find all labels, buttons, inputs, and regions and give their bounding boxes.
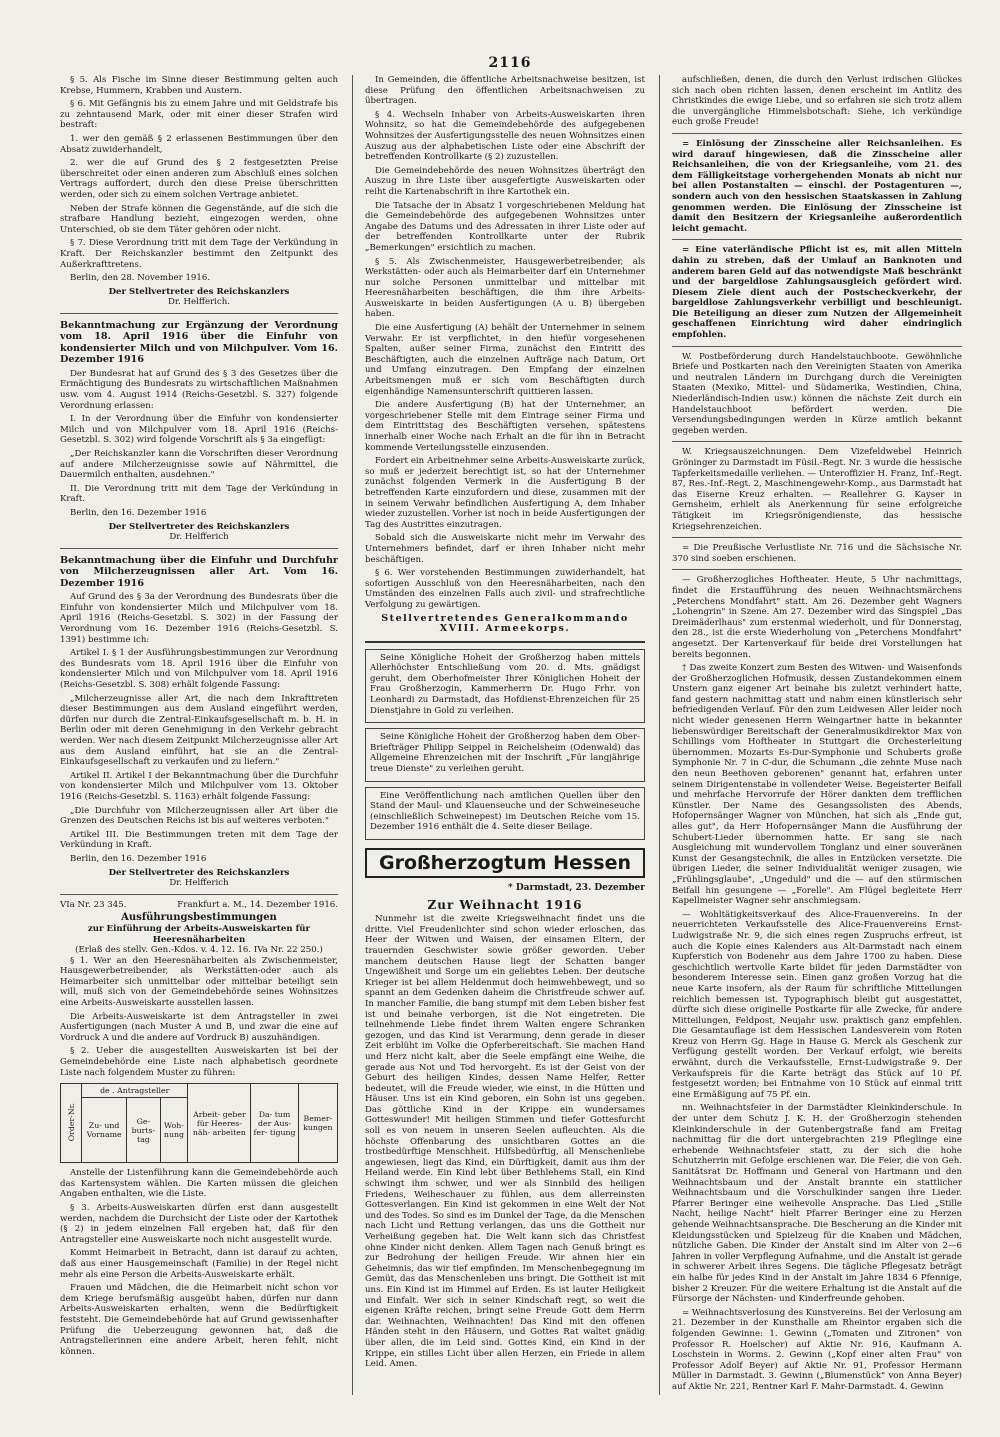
paragraph: § 7. Diese Verordnung tritt mit dem Tage der Verkündung in Kraft. Der Reichskanzler bestimmt den Zeitpunkt des Außerkrafttretens. (60, 238, 338, 270)
paragraph: Die Gemeindebehörde des neuen Wohnsitzes überträgt den Auszug in ihre Liste über ausgefertigte Ausweiskarten oder reiht die Kartenabschrift in ihre Kartothek ein. (365, 165, 645, 197)
dateline: Berlin, den 16. Dezember 1916 (70, 853, 207, 864)
paragraph: — Wohltätigkeitsverkauf des Alice-Frauenvereins. In der neuerrichteten Verkaufsstelle des Alice-Frauenvereins Ernst-Ludwigstraße Nr. 9, die sich eines regen Zuspruchs erfreut, ist auch die Kopie eines Kalenders aus Alt-Darmstadt nach einem Kupferstich von Bodenehr aus dem Jahre 1700 zu haben. Diese geschichtlich wertvolle Karte bildet für jeden Darmstädter von besonderem Interesse sein. Einen ganz großen Vorzug hat die neue Karte insofern, als der Raum für schriftliche Mitteilungen reichlich bemessen ist. Typographisch bleibt gut ausgestattet, dürfte sich diese originelle Postkarte für alle Zwecke, für andere Mitteilungen, Feldpost, Neujahr usw. praktisch ganz empfehlen. Die Gesamtauflage ist dem Hessischen Landesverein vom Roten Kreuz von Herrn Gg. Hage in Hause G. Merck als Geschenk zur Verfügung gestellt worden. Der Verkauf erfolgt, wie bereits erwähnt, durch die Verkaufsstelle, Ernst-Ludwigstraße 9. Der Verkaufspreis für die Karte beträgt das Stück auf 10 Pf. festgesetzt worden; bei Entnahme von 10 Stück auf einmal tritt eine Ermäßigung auf 75 Pf. ein. (672, 909, 962, 1100)
paragraph: II. Die Verordnung tritt mit dem Tage der Verkündung in Kraft. (60, 483, 338, 505)
paragraph: Seine Königliche Hoheit der Großherzog haben mittels Allerhöchster Entschließung vom 20. d. Mts. gnädigst geruht, dem Oberhofmeister Ihrer Königlichen Hoheit der Frau Großherzogin, Kammerherrn Dr. Hugo Frhr. von Leonhardi zu Darmstadt, das Hofdienst-Ehrenzeichen für 25 Dienstjahre in Gold zu verleihen. (370, 652, 640, 716)
register-form-table (60, 1083, 338, 1163)
divider (672, 441, 962, 442)
column-2 (365, 75, 645, 1405)
column-remarks: Bemer- kungen (298, 1084, 337, 1163)
section-heading: Bekanntmachung über die Einfuhr und Durchfuhr von Milcherzeugnissen aller Art. Vom 16. Dezember 1916 (60, 554, 338, 589)
page-number: 2116 (488, 55, 532, 71)
paragraph: Frauen und Mädchen, die die Heimarbeit nicht schon vor dem Kriege berufsmäßig ausgeübt haben, dürfen nur dann Arbeits-Ausweiskarten erhalten, wenn die Bedürftigkeit feststeht. Die Gemeindebehörde hat auf Grund gewissenhafter Prüfung die Ueberzeugung gewonnen hat, daß die Antragstellerinnen eine andere Arbeit, heren fehlt, nicht können. (60, 1283, 338, 1357)
paragraph: 2. wer die auf Grund des § 2 festgesetzten Preise überschreitet oder einen anderen zum Abschluß eines solchen Vertrags auffordert, durch den diese Preise überschritten werden, oder sich zu einem solchen Vertrage anbietet. (60, 158, 338, 200)
divider (672, 239, 962, 240)
paragraph: „Der Reichskanzler kann die Vorschriften dieser Verordnung auf andere Milcherzeugnisse sowie auf Nährmittel, die Dauermilch enthalten, ausdehnen." (60, 449, 338, 481)
paragraph: „Milcherzeugnisse aller Art, die nach dem Inkrafttreten dieser Bestimmungen aus dem Ausland eingeführt werden, dürfen nur durch die Zentral-Einkaufsgesellschaft m. b. H. in Berlin oder mit deren Genehmigung in den Verkehr gebracht werden. Wer nach diesem Zeitpunkt Milcherzeugnisse aller Art aus dem Ausland einführt, hat sie an die Zentral-Einkaufsgesellschaft zu verkaufen und zu liefern." (60, 693, 338, 768)
column-date: Da- tum der Aus- fer- tigung (251, 1084, 298, 1163)
newspaper-page (50, 55, 970, 1425)
paragraph: aufschließen, denen, die durch den Verlust irdischen Glückes sich nach oben richten lassen, denen erscheint im Antlitz des Christkindes die ewige Liebe, und so erfahren sie sich trotz allem die unvergängliche Himmelsbotschaft: Siehe, ich verkündige euch große Freude! (672, 75, 962, 128)
signature-name: Dr. Helfferich. (168, 297, 230, 308)
divider (672, 346, 962, 347)
section-heading: Ausführungsbestimmungen (121, 912, 277, 924)
command-subtitle: XVIII. Armeekorps. (439, 623, 571, 635)
paragraph: § 5. Als Fische im Sinne dieser Bestimmung gelten auch Krebse, Hummern, Krabben und Austern. (60, 75, 338, 96)
divider (60, 548, 338, 549)
notice-box (365, 728, 645, 781)
command-title: Stellvertretendes Generalkommando (381, 612, 629, 624)
paragraph: † Das zweite Konzert zum Besten des Witwen- und Waisenfonds der Großherzoglichen Hofmusik, dessen Zustandekommen einem Unstern ganz eigener Art beinahe bis zuletzt verhindert hatte, fand gestern nachmittag statt und nahm einen künstlerisch sehr befriedigenden Verlauf. Für den zum Leidwesen Aller leider noch nicht wieder genesenen Herrn Weingartner hatte in bekannter liebenswürdiger Bereitschaft der Generalmusikdirektor Max von Schillings vom Hoftheater in Stuttgart die Orchesterleitung übernommen. Mozarts Es-Dur-Symphonie und Schuberts große Symphonie Nr. 7 in C-dur, die Schumann „die zehnte Muse nach den neun Beethoven geborenen" genannt hat, erfahren unter seinem Dirigentenstabe in vollendeter Weise. Begeisterter Beifall und mehrfache Hervorrufe der Hörer dankten dem trefflichen Künstler. Der Name des Gesangssolisten des Abends, Hofopernsänger Wagner von München, hat sich als „Ende gut, alles gut", da Herr Hofopernsänger Mann die Ausführung der Schubert-Lieder übernommen hatte. Er sang sie nach Ausgleichung mit wundervollem Tonglanz und einer souveränen Kunst der Gesangstechnik, die alles in Entzücken versetzte. Die übrigen Lieder, die seiner Individualität weniger zusagen, wie „Frühlingsglaube", „Ungeduld" und die — auf den stürmischen Beifall hin gesungene — „Forelle". Am Flügel begleitete Herr Kapellmeister Wagner sehr anschmiegsam. (672, 663, 962, 907)
signature-name: Dr. Helfferich (169, 878, 229, 889)
article-heading: Zur Weihnacht 1916 (427, 897, 583, 912)
divider (672, 537, 962, 538)
paragraph: § 6. Mit Gefängnis bis zu einem Jahre und mit Geldstrafe bis zu zehntausend Mark, oder mit einer dieser Strafen wird bestraft: (60, 99, 338, 131)
paragraph: Neben der Strafe können die Gegenstände, auf die sich die strafbare Handlung bezieht, eingezogen werden, ohne Unterschied, ob sie dem Täter gehören oder nicht. (60, 203, 338, 235)
divider (60, 894, 338, 895)
notice-paragraph: = Einlösung der Zinsscheine aller Reichsanleihen. Es wird darauf hingewiesen, daß die Zinsscheine aller Reichsanleihen, die von der Kriegsanleihe, vom 21. des dem Fälligkeitstage vorhergehenden Monats ab nicht nur bei allen Postanstalten — einschl. der Postagenturen —, sondern auch von den hessischen Staatskassen in Zahlung genommen werden. Die Einlösung der Zinsscheine ist damit den Besitzern der Kriegsanleihe außerordentlich leicht gemacht. (672, 138, 962, 234)
column-name: Zu- und Vorname (82, 1098, 127, 1163)
paragraph: — Großherzogliches Hoftheater. Heute, 5 Uhr nachmittags, findet die Erstaufführung des neuen Weihnachtsmärchens „Peterchens Mondfahrt" statt. Am 26. Dezember geht Wagners „Lohengrin" in Szene. Am 27. Dezember wird das Singspiel „Das Dreimäderlhaus" zum erstenmal wiederholt, und für Donnerstag, den 28., ist die erste Wiederholung von „Peterchens Mondfahrt" angesetzt. Der Kartenverkauf für beide drei Vorstellungen hat bereits begonnen. (672, 575, 962, 660)
paragraph: 1. wer den gemäß § 2 erlassenen Bestimmungen über den Absatz zuwiderhandelt, (60, 133, 338, 155)
reference-number: VIa Nr. 23 345. (60, 899, 127, 910)
paragraph: Artikel I. § 1 der Ausführungsbestimmungen zur Verordnung des Bundesrats vom 18. April 1916 über die Einfuhr von kondensierter Milch und von Milchpulver vom 18. April 1916 (Reichs-Gesetzbl. S. 308) erhält folgende Fassung: (60, 648, 338, 691)
paragraph: W. Kriegsauszeichnungen. Dem Vizefeldwebel Heinrich Gröninger zu Darmstadt im Füsil.-Regt. Nr. 3 wurde die hessische Tapferkeitsmedaille verliehen. — Unteroffizier H. Franz, Inf.-Regt. 87, Res.-Inf.-Regt. 2, Maschinengewehr-Komp., aus Darmstadt hat das Eiserne Kreuz erhalten. — Reallehrer G. Kayser in Gernsheim, erhielt als Anerkennung für seine erfolgreiche Tätigkeit im Kriegsrönigendienste, das hessische Kriegsehrenzeichen. (672, 447, 962, 532)
paragraph: § 5. Als Zwischenmeister, Hausgewerbetreibender, als Werkstätten- oder auch als Heimarbeiter darf ein Unternehmer nur solche Personen unmittelbar und mittelbar mit Heeresnäharbeiten beschäftigen, die ihm ihre Arbeits-Ausweiskarte in beiden Ausfertigungen (A u. B) übergeben haben. (365, 256, 645, 320)
paragraph: Sobald sich die Ausweiskarte nicht mehr im Verwahr des Unternehmers befindet, darf er ihren Inhaber nicht mehr beschäftigen. (365, 533, 645, 565)
signature-title: Der Stellvertreter des Reichskanzlers (108, 521, 290, 532)
dateline: * Darmstadt, 23. Dezember (508, 883, 645, 893)
divider (672, 569, 962, 570)
paragraph: = Weihnachtsverlosung des Kunstvereins. Bei der Verlosung am 21. Dezember in der Kunsthalle am Rheintor ergaben sich die folgenden Gewinne: 1. Gewinn („Tomaten und Zitronen" von Professor R. Hoelscher) auf Aktie Nr. 916, Kaufmann A. Loschstein in Worms. 2. Gewinn („Kopf einer alten Frau" von Professor Adolf Beyer) auf Aktie Nr. 91, Professor Hermann Müller in Darmstadt. 3. Gewinn („Blumenstück" von Anna Beyer) auf Aktie Nr. 221, Rentner Karl F. Mahr-Darmstadt. 4. Gewinn (672, 1307, 962, 1392)
divider (60, 313, 338, 314)
notice-box (365, 649, 645, 724)
paragraph: Die Tatsache der in Absatz 1 vorgeschriebenen Meldung hat die Gemeindebehörde des aufgegebenen Wohnsitzes unter Angabe des Datums und des Adressaten in ihrer Liste oder auf der betreffenden Kontrollkarte unter der Rubrik „Bemerkungen" ersichtlich zu machen. (365, 200, 645, 253)
paragraph: § 3. Arbeits-Ausweiskarten dürfen erst dann ausgestellt werden, nachdem die Durchsicht der Liste oder der Kartothek (§ 2) in jedem einzelnen Fall ergeben hat, daß für den Antragsteller eine Ausweiskarte noch nicht ausgestellt wurde. (60, 1203, 338, 1245)
column-rule (659, 75, 660, 1395)
paragraph: Artikel III. Die Bestimmungen treten mit dem Tage der Verkündung in Kraft. (60, 829, 338, 851)
article-text: Nunmehr ist die zweite Kriegsweihnacht findet uns die dritte. Viel Freudenlichter sind schon wieder erloschen, das Heer der Witwen und Waisen, der einsamen Eltern, der trauernden Geschwister sowie größer geworden. Ueber manchem deutschen Hause liegt der Schatten banger Ungewißheit und Sorge um ein geliebtes Leben. Der deutsche Krieger ist bei allem Heldenmut doch heimwehbewegt, und so spannt an dem Gedenken daheim die Christfreude schwer auf. In mancher Familie, die bang stumpf mit dem Leben bisher fest ist und beinahe verborgen, ist die Not eingetreten. Die teilnehmende Liebe findet ihrem Walten engere Schranken gezogen, und das Kind ist Verarmung, denn gerade in dieser Zeit erblüht im Volke die Opferbereitschaft. Sie machen Hand und Herz nicht kalt, aber die Seele empfängt eine Weihe, die gerade aus Not und Tod hervorgeht. Es ist der Geist von der Geburt des heiligen Kindes, dessen Name Helfer, Retter bedeutet, will die Freude wieder, wie einst, in die Hütten und Häuser. Uns ist ein Kind geboren, ein Sohn ist uns gegeben. Das göttliche Kind in der Krippe ein wundersames Gotteswunder! Mit heiligen Stimmen und tiefer Gottesfurcht soll es von neuem in unseren Seelen aufleuchten. Als die höchste Offenbarung des unsichtbaren Gottes an die trostbedürftige Menschheit. Hilfsbedürftig, all Menschenliebe angewiesen, liegt das Kind, ein Dürftigkeit, damit aus ihm der Heiland werde. Ein Kind lebt über Bethlehems Stall, ein Kind schwingt ihm schwer, und wer als Sinnbild des heiligen Friedens, Weiheschauer zu fühlen, aus dem allerreinsten Gottesverlangen. Ein Kind ist gekommen in eine Welt der Not und des Todes. So sind es im Dunkel der Tage, da die Menschen nach Licht und Rettung verlangen, das uns die Gottheit nur Verheißung gegeben hat. Die Welt kann sich das Christfest ohne Kinder nicht denken. Allem Tagen nach Genuß bringt es zur Bedrohung der heiligen Freude. Wir ahnen hier ein Geheimnis, das wir tief empfinden. Im Menschenbegegnung im Gemüt, das das Menschenleben uns bringt. Die Gottheit ist mit uns. Ein Kind ist im Himmel auf Erden. Es ist lauter Heiligkeit und Einfalt. Wer sich in seiner Kindschaft regt, so weit die eigenen Kräfte reichen, bringt seine Freude Gott dem Herrn dar. Weihnachten, Weihnachten! Das Kind mit den offenen Händen steht in den Häusern, und Gottes Rat waltet gnädig über allen, die im Leid sind. Gottes Kind, ein Kind in der Krippe, ein stilles Licht über allen Herzen, ein Friede in allem Leid. Amen. (365, 914, 645, 1370)
column-employer: Arbeit- geber für Heeres- näh- arbeiten (188, 1084, 251, 1163)
decree-reference: (Erlaß des stellv. Gen.-Kdos. v. 4. 12. 16. IVa Nr. 22 250.) (75, 945, 323, 956)
paragraph: Die Arbeits-Ausweiskarte ist dem Antragsteller in zwei Ausfertigungen (nach Muster A und B, und zwar die eine auf Vordruck A und die andere auf Vordruck B) auszuhändigen. (60, 1011, 338, 1043)
paragraph: Die andere Ausfertigung (B) hat der Unternehmer, an vorgeschriebener Stelle mit dem Eintrage seiner Firma und dem Eintrittstag des Beschäftigten versehen, spätestens innerhalb einer Woche nach Erhalt an die für ihn in Betracht kommende Verteilungsstelle einzusenden. (365, 400, 645, 453)
section-subheading: zur Einführung der Arbeits-Ausweiskarten für Heeresnäharbeiten (87, 923, 311, 945)
notice-paragraph: = Eine vaterländische Pflicht ist es, mit allen Mitteln dahin zu streben, daß der Umlauf an Banknoten und anderem baren Geld auf das notwendigste Maß beschränkt und der bargeldlose Zahlungsausgleich gefördert wird. Diesem Ziele dient auch der Postscheckverkehr, der bargeldlose Zahlungsverkehr verbilligt und beschleunigt. Die Beteiligung an dieser zum Nutzen der Allgemeinheit geschaffenen Einrichtung wird daher eindringlich empfohlen. (672, 245, 962, 341)
paragraph: Die eine Ausfertigung (A) behält der Unternehmer in seinem Verwahr. Er ist verpflichtet, in den hiefür vorgesehenen Spalten, außer seiner Firma, zunächst den Eintritt des Beschäftigten, auch die einzelnen Aufträge nach Datum, Ort und Umfang einzutragen. Den Empfang der einzelnen Arbeitsmengen muß er sich vom Beschäftigten durch eigenhändige Namensunterschrift quittieren lassen. (365, 323, 645, 397)
paragraph: § 6. Wer vorstehenden Bestimmungen zuwiderhandelt, hat sofortigen Ausschluß von den Heeresnäharbeiten, nach den Umständen des einzelnen Falls auch zivil- und strafrechtliche Verfolgung zu gewärtigen. (365, 568, 645, 610)
reference-line (60, 900, 338, 911)
paragraph: nn. Weihnachtsfeier in der Darmstädter Kleinkinderschule. In der unter dem Schutz J. K. H. der Großherzogin stehenden Kleinkinderschule in der Gutenbergstraße fand am Freitag nachmittag für die dort untergebrachten 219 Pfleglinge eine erhebende Weihnachtsfeier statt, zu der sich die hohe Schutzherrin mit Gefolge erschienen war. Die Feier, die von Geh. Sanitätsrat Dr. Hoffmann und General von Hartmann und den Weihnachtsbaum und der Anstalt brannte ein stattlicher Weihnachtsbaum und die Vorschulkinder sangen ihre Lieder. Pfarrer Beringer eine weihevolle Ansprache. Das Lied „Stille Nacht, heilige Nacht" hielt Pfarrer Beringer eine zu Herzen gehende Weihnachtsansprache. Die Bescherung an die Kinder mit Kleidungsstücken und Spielzeug für die Knaben und Mädchen, nützliche Gaben. Die Kinder der Anstalt sind im Alter von 2—6 Jahren in voller Verpflegung Aufnahme, und die Anstalt ist gerade in schwerer Arbeit ihres Segens. Die tägliche Pflegesatz beträgt ein halbe für jedes Kind in der Anstalt im Jahre 1834 6 Pfennige, bisher 2 Kreuzer. Für die weitere Erhaltung ist die Anstalt auf die Fürsorge der Nächsten- und Kinderfreunde gehoben. (672, 1103, 962, 1305)
paragraph: § 4. Wechseln Inhaber von Arbeits-Ausweiskarten ihren Wohnsitz, so hat die Gemeindebehörde des aufgegebenen Wohnsitzes der Ausfertigungsstelle des neuen Wohnsitzes einen Auszug aus der alphabetischen Liste oder eine Abschrift der betreffenden Kontrollkarte (§ 2) zuzustellen. (365, 109, 645, 163)
signature-title: Der Stellvertreter des Reichskanzlers (108, 286, 290, 297)
column-rule (352, 75, 353, 1395)
paragraph: Fordert ein Arbeitnehmer seine Arbeits-Ausweiskarte zurück, so muß er jederzeit berechtigt ist, so hat der Unternehmer zunächst folgenden Vermerk in die Ausfertigung B der betreffenden Karte einzufordern und diese, zusammen mit der in seinem Verwahr befindlichen Ausfertigung A, dem Inhaber wieder zuzustellen. Vorher ist noch in beide Ausfertigungen der Tag des Austrittes einzutragen. (365, 456, 645, 530)
column-residence: Woh- nung (160, 1098, 188, 1163)
paragraph: I. In der Verordnung über die Einfuhr von kondensierter Milch und von Milchpulver vom 18. April 1916 (Reichs-Gesetzbl. S. 302) wird folgende Vorschrift als § 3a eingefügt: (60, 414, 338, 446)
column-1 (60, 75, 338, 1405)
paragraph: Der Bundesrat hat auf Grund des § 3 des Gesetzes über die Ermächtigung des Bundesrats zu wirtschaftlichen Maßnahmen usw. vom 4. August 1914 (Reichs-Gesetzbl. S. 327) folgende Verordnung erlassen: (60, 368, 338, 411)
paragraph: Anstelle der Listenführung kann die Gemeindebehörde auch das Kartensystem wählen. Die Karten müssen die gleichen Angaben enthalten, wie die Liste. (60, 1168, 338, 1200)
paragraph: W. Postbeförderung durch Handelstauchboote. Gewöhnliche Briefe und Postkarten nach den Vereinigten Staaten von Amerika und neutralen Ländern im Durchgang durch die Vereinigten Staaten (Mexiko, Mittel- und Südamerika, Westindien, China, Niederländisch-Indien usw.) können die nächste Zeit durch ein Handelstauchboot befördert werden. Die Versendungsbedingungen werden in Kürze amtlich bekannt gegeben werden. (672, 351, 962, 436)
dateline: Berlin, den 16. Dezember 1916 (70, 508, 207, 518)
column-birthday: Ge- burts- tag (127, 1098, 160, 1163)
column-order-number: Order-Nr. (61, 1084, 82, 1163)
paragraph: Seine Königliche Hoheit der Großherzog haben dem Ober-Briefträger Philipp Seippel in Reichelsheim (Odenwald) das Allgemeine Ehrenzeichen mit der Inschrift „Für langjährige treue Dienste" zu verleihen geruht. (370, 732, 640, 775)
paragraph: „Die Durchfuhr von Milcherzeugnissen aller Art über die Grenzen des Deutschen Reichs ist bis auf weiteres verboten." (60, 805, 338, 827)
section-heading: Bekanntmachung zur Ergänzung der Verordnung vom 18. April 1916 über die Einfuhr von kondensierter Milch und von Milchpulver. Vom 16. Dezember 1916 (60, 319, 338, 366)
paragraph: = Die Preußische Verlustliste Nr. 716 und die Sächsische Nr. 370 sind soeben erschienen. (672, 543, 962, 564)
paragraph: Kommt Heimarbeit in Betracht, dann ist darauf zu achten, daß aus einer Hausgemeinschaft (Familie) in der Regel nicht mehr als eine Person die Arbeits-Ausweiskarte erhält. (60, 1248, 338, 1280)
dateline: Berlin, den 28. November 1916. (70, 273, 211, 284)
paragraph: Eine Veröffentlichung nach amtlichen Quellen über den Stand der Maul- und Klauenseuche und der Schweineseuche (einschließlich Schweinepest) im Deutschen Reiche vom 15. Dezember 1916 enthält die 4. Seite dieser Beilage. (370, 790, 640, 833)
signature-title: Der Stellvertreter des Reichskanzlers (108, 867, 290, 878)
signature-name: Dr. Helfferich (169, 532, 229, 543)
notice-box (365, 787, 645, 840)
paragraph: Artikel II. Artikel I der Bekanntmachung über die Durchfuhr von kondensierter Milch und Milchpulver vom 13. Oktober 1916 (Reichs-Gesetzbl. S. 1163) erhält folgende Fassung: (60, 770, 338, 802)
paragraph: § 2. Ueber die ausgestellten Ausweiskarten ist bei der Gemeindebehörde eine Liste nach alphabetisch geordnete Liste nach folgendem Muster zu führen: (60, 1046, 338, 1078)
paragraph: § 1. Wer an den Heeresnäharbeiten als Zwischenmeister, Hausgewerbetreibender, als Werkstätten-oder auch als Heimarbeiter sich unmittelbar oder mittelbar beteiligt sein will, muß sich von der Gemeindebehörde seines Wohnsitzes eine Arbeits-Ausweiskarte ausstellen lassen. (60, 955, 338, 1009)
reference-place-date: Frankfurt a. M., 14. Dezember 1916. (177, 899, 338, 910)
divider (365, 641, 645, 643)
paragraph: Auf Grund des § 3a der Verordnung des Bundesrats über die Einfuhr von kondensierter Milch und Milchpulver vom 18. April 1916 (Reichs-Gesetzbl. S. 302) in der Fassung der Verordnung vom 16. Dezember 1916 (Reichs-Gesetzbl. S. 1391) bestimme ich: (60, 592, 338, 645)
column-3 (672, 75, 962, 1405)
column-applicant: de . Antragsteller (82, 1084, 188, 1098)
paragraph: In Gemeinden, die öffentliche Arbeitsnachweise besitzen, ist diese Prüfung den öffentlichen Arbeitsnachweisen zu übertragen. (365, 75, 645, 107)
divider (672, 133, 962, 134)
regional-section-heading: Großherzogtum Hessen (365, 848, 645, 878)
